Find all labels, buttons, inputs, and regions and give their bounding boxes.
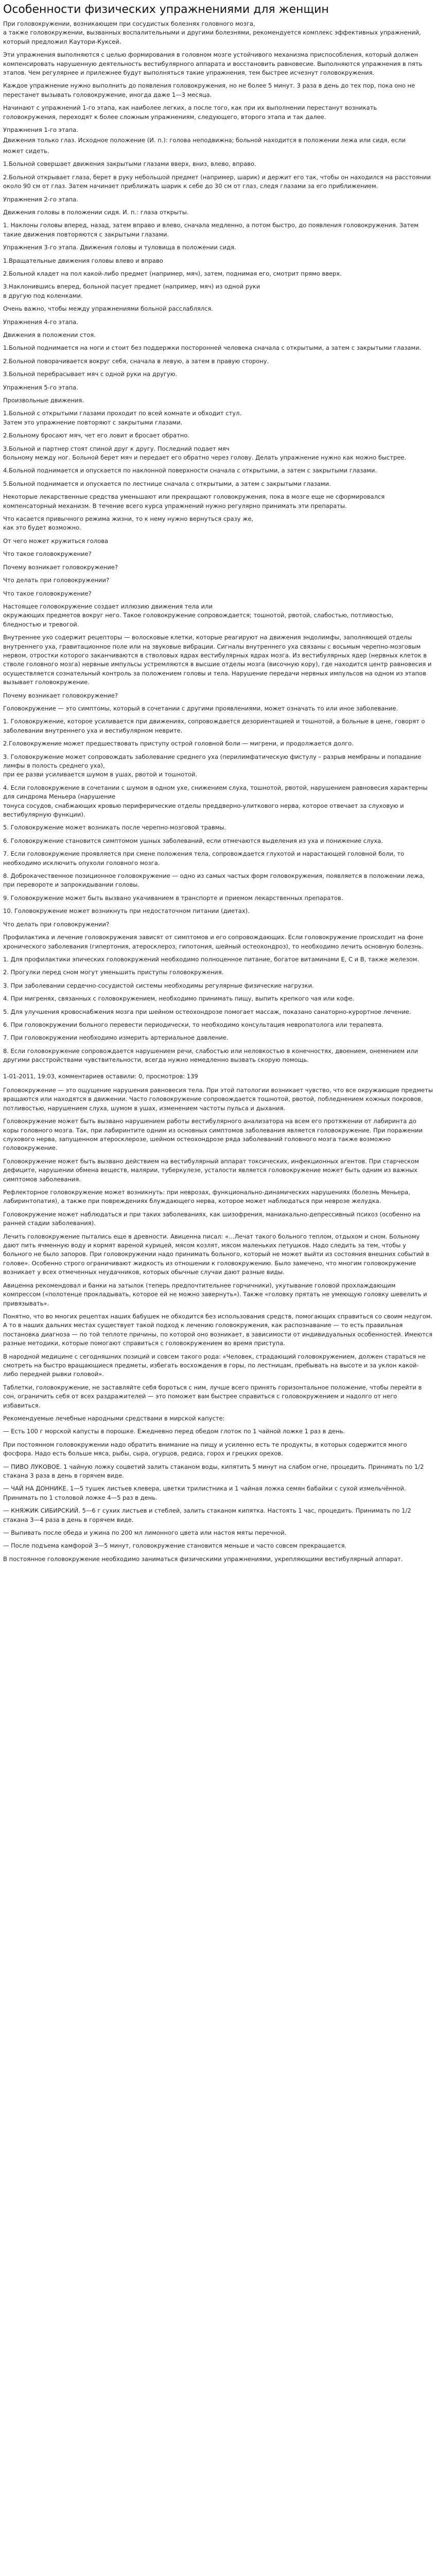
- paragraph: 6. Головокружение становится симптомом ушных заболеваний, если отмечаются выделения из уха и понижение слуха.: [3, 837, 383, 844]
- post-meta: 1-01-2011, 19:03, комментариев оставили: 0, просмотров: 139: [3, 1072, 198, 1080]
- paragraph: — Есть 100 г морской капусты в порошке. Ежедневно перед обедом глоток по 1 чайной ложке 1 раз в день.: [3, 1428, 345, 1435]
- paragraph: 1. Наклоны головы вперед, назад, затем вправо и влево, сначала медленно, а потом быстро, до появления головокружения. Затем такие движения повторяются с закрытыми глазами.: [3, 222, 421, 238]
- paragraph: Упражнения 5-го этапа.: [3, 383, 78, 391]
- paragraph: 2.Больному бросают мяч, чет его ловит и бросает обратно.: [3, 432, 190, 439]
- paragraph: 2.Больной кладет на пол какой-либо предмет (например, мяч), затем, поднимая его, смотрит прямо вверх.: [3, 269, 342, 277]
- paragraph: Что такое головокружение?: [3, 550, 92, 558]
- paragraph: — ПИВО ЛУКОВОЕ. 1 чайную ложку соцветий залить стаканом воды, кипятить 5 минут на слабом огне, процедить. Принимать по 1/2 стакана 3 раза в день в горячем виде.: [3, 1463, 426, 1479]
- paragraph: Головокружение — это ощущение нарушения равновесия тела. При этой патологии возникает чувство, что все окружающие предметы вращаются или находятся в движении. Часто головокружение сопровождается тошнотой, рвотой, побледнением кожных покровов, потливостью, нарушением слуха, шумом в ушах, изменением частоты пульса и дыхания.: [3, 1086, 435, 1112]
- paragraph: Каждое упражнение нужно выполнить до появления головокружения, но не более 5 минут. 3 раза в день до тех пор, пока оно не перестанет вызывать головокружение, иногда даже 1—3 месяца.: [3, 82, 417, 98]
- paragraph: 4. При мигренях, связанных с головокружением, необходимо принимать пищу, выпить крепкого чая или кофе.: [3, 995, 355, 1003]
- paragraph: Произвольные движения.: [3, 397, 84, 404]
- paragraph: 4.Больной поднимается и опускается по наклонной поверхности сначала с открытыми, а затем с закрытыми глазами.: [3, 467, 377, 474]
- paragraph: 3. При заболевании сердечно-сосудистой системы необходимы регулярные физические нагрузки.: [3, 981, 314, 989]
- paragraph: При головокружении, возникающем при сосудистых болезнях головного мозга, а также головокружении, вызванных воспалительными и другими болезнями, рекомендуется комплекс эффективных упражнений, который предложил Каутори-Куксей.: [3, 20, 421, 45]
- paragraph: Очень важно, чтобы между упражнениями больной расслаблялся.: [3, 305, 214, 313]
- page-title: Особенности физических упражнениями для женщин: [3, 3, 329, 16]
- paragraph: 2. Прогулки перед сном могут уменьшить приступы головокружения.: [3, 969, 224, 976]
- paragraph: Что касается привычного режима жизни, то к нему нужно вернуться сразу же, как это будет возможно.: [3, 515, 254, 532]
- paragraph: Упражнения 2-го этапа.: [3, 195, 78, 203]
- paragraph: В народной медицине с сегодняшних позиций и совсем такого рода: «Человек, страдающий головокружением, должен стараться не смотреть на быстро вращающиеся предметы, избегать восхождения в горы, по лестницам, пребывать на высоте и за уклон какой-либо передней рывки головой».: [3, 1352, 428, 1378]
- paragraph: Понятно, что во многих рецептах наших бабушек не обходится без использования средств, помогающих справиться со своим недугом. А то в наших дальних местах существует такой подход к лечению головокружения, как распознавание — то есть правильная постановка диагноза — по той теплоте причины, по которой оно возникает, в зависимости от индивидуальных особенностей. Имеются разные методики, которые помогают справиться с головокружением во время приступа.: [3, 1312, 434, 1347]
- paragraph: Эти упражнения выполняются с целью формирования в головном мозге устойчивого механизма приспособления, который должен компенсировать нарушенную деятельность вестибулярного аппарата и восстановить равновесие. Выполняются упражнения в пять этапов. Чем регулярнее и прилежнее будут выполняться такие упражнения, тем быстрее исчезнут головокружения.: [3, 51, 424, 77]
- paragraph: 1. Для профилактики эпических головокружений необходимо полноценное питание, богатое витаминами Е, С и В, также железом.: [3, 955, 420, 963]
- paragraph: 9. Головокружение может быть вызвано укачиванием в транспорте и приемом лекарственных препаратов.: [3, 894, 343, 902]
- paragraph: Движения только глаз. Исходное положение (И. п.): голова неподвижна; больной находится в положении лежа или сидя, если: [3, 137, 406, 144]
- paragraph: может сидеть.: [3, 147, 49, 155]
- paragraph: Упражнения 1-го этапа.: [3, 126, 78, 134]
- paragraph: Лечить головокружение пытались еще в древности. Авиценна писал: «…Лечат такого больного теплом, отдыхом и сном. Больному дают пить ячменную воду и кормят вареной курицей, мясом козлят, мясом маленьких петушков. Надо следить за тем, чтобы у больного не было запоров. При головокружении надо принимать больного, который не может выйти из состояния внешних событий в голове». Особенно строго ограничивают жидкость из отношении к головокружению. Было замечено, что многим головокружение возникает у всех отмеченных неудачников, которых обычные случаи дают разные виды.: [3, 1232, 431, 1276]
- paragraph: Головокружение может наблюдаться и при таких заболеваниях, как шизофрения, маниакально-депрессивный психоз (особенно на ранней стадии заболевания).: [3, 1210, 423, 1227]
- paragraph: 5.Больной поднимается и опускается по лестнице сначала с открытыми, а затем с закрытыми глазами.: [3, 480, 331, 487]
- paragraph: Внутреннее ухо содержит рецепторы — волосковые клетки, которые реагируют на движения эндолимфы, заполняющей отделы внутреннего уха, гравитационное поле или на звуковые вибрации. Сигналы внутреннего уха связаны с восьмым черепно-мозговым нервом, отростки которого заканчиваются в стволовых ядрах вестибулярных ядрах мозга. Из вестибулярных ядер (нервных клеток в стволе головного мозга) нервные импульсы устремляются в высшие отделы мозга (височную кору), где находится центр равновесия и осуществляется сознательный контроль за положением головы и тела. Нарушение передачи нервных импульсов на одном из этапов вызывает головокружение.: [3, 634, 434, 686]
- paragraph: Почему возникает головокружение?: [3, 563, 118, 571]
- paragraph: Начинают с упражнений 1-го этапа, как наиболее легких, а после того, как при их выполнении перестанут возникать головокружения, переходят к более сложным упражнениям, следующего, второго этапа и так далее.: [3, 104, 379, 121]
- paragraph: 6. При головокружении больного перевести периодически, то необходимо консультация невропатолога или терапевта.: [3, 1021, 383, 1028]
- paragraph: От чего может кружиться голова: [3, 537, 109, 545]
- paragraph: Почему возникает головокружение?: [3, 691, 118, 699]
- paragraph: Некоторые лекарственные средства уменьшают или прекращают головокружения, пока в мозге еще не сформировался компенсаторный механизм. В течение всего курса упражнений нужно регулярно принимать эти препараты.: [3, 493, 387, 510]
- paragraph: Упражнения 3-го этапа. Движения головы и туловища в положении сидя.: [3, 244, 236, 251]
- paragraph: 5. Головокружение может возникать после черепно-мозговой травмы.: [3, 824, 226, 832]
- paragraph: 2.Головокружение может предшествовать приступу острой головной боли — мигрени, и продолжается долго.: [3, 740, 354, 748]
- paragraph: Рефлекторное головокружение может возникнуть: при неврозах, функционально-динамических нарушениях (болезнь Меньера, лабиринтопатия), а также при повреждениях блуждающего нерва, которое может наблюдаться при неврозе желудка.: [3, 1189, 412, 1205]
- paragraph: При постоянном головокружении надо обратить внимание на пищу и усиленно есть те продукты, в которых содержится много фосфора. Надо есть больше мяса, рыбы, сыра, огурцов, редиса, горох и грецких орехов.: [3, 1440, 409, 1458]
- paragraph: Головокружение — это симптомы, который в сочетании с другими проявлениями, может означать то или иное заболевание.: [3, 704, 398, 712]
- paragraph: 8. Если головокружение сопровождается нарушением речи, слабостью или неловкостью в конечностях, двоением, онемением или другими расстройствами чувствительности, всегда нужно немедленно вызвать скорую помощь.: [3, 1047, 420, 1064]
- paragraph: 8. Доброкачественное позиционное головокружение — одно из самых частых форм головокружения, появляется в положении лежа, при перевороте и запрокидывании головы.: [3, 872, 427, 889]
- paragraph: Что делать при головокружении?: [3, 920, 110, 928]
- paragraph: В постоянное головокружение необходимо заниматься физическими упражнениями, укрепляющими вестибулярный аппарат.: [3, 1555, 403, 1563]
- paragraph: 1.Больной совершает движения закрытыми глазами вверх, вниз, влево, вправо.: [3, 160, 256, 168]
- paragraph: 2.Больной поворачивается вокруг себя, сначала в левую, а затем в правую сторону.: [3, 357, 269, 365]
- article-body: [3, 20, 433, 1564]
- paragraph: — ЧАЙ НА ДОННИКЕ. 1—5 тушек листьев клевера, цветки трилистника и 1 чайная ложка семян бабайки с сухой измельчённой. Принимать по 1 столовой ложке 4—5 раз в день.: [3, 1485, 408, 1501]
- paragraph: Авиценна рекомендовал и банки на затылок (теперь предпочтительнее горчичники), укутывание головой прохлаждающим компрессом («полотенце прокладывать, которое ей не можно завернуть»). Также «головку прятать не умеющую головку шевелить и привязывать».: [3, 1281, 429, 1307]
- paragraph: 1.Вращательные движения головы влево и вправо: [3, 257, 163, 264]
- paragraph: Рекомендуемые лечебные народными средствами в мирской капусте:: [3, 1414, 225, 1422]
- paragraph: 3.Больной и партнер стоят спиной друг к другу. Последний подает мяч больному между ног. Больной берет мяч и передает его обратно через голову. Делать упражнение нужно как можно быстрее.: [3, 445, 407, 462]
- paragraph: Головокружение может быть вызвано действием на вестибулярный аппарат токсических, инфекционных агентов. При старческом дефиците, нарушении обмена веществ, малярии, туберкулезе, усталости является головокружение может быть одним из важных симптомов заболевания.: [3, 1157, 421, 1183]
- paragraph: Головокружение может быть вызвано нарушением работы вестибулярного анализатора на всем его протяжении от лабиринта до коры головного мозга. Так, при лабиринтите одним из основных симптомов заболевания является головокружение. При поражении слухового нерва, запущенном атеросклерозе, шейном остеохондрозе ряда заболеваний головного мозга также возможно головокружение.: [3, 1117, 425, 1152]
- paragraph: 7. При головокружении необходимо измерить артериальное давление.: [3, 1034, 229, 1042]
- paragraph: Таблетки, головокружение, не заставляйте себя бороться с ним, лучше всего принять горизонтальное положение, чтобы перейти в сон, ограничить себя от всех раздражителей — это поможет вам быстрее справиться с головокружением и надолго от него избавиться.: [3, 1383, 424, 1409]
- paragraph: — Выпивать после обеда и ужина по 200 мл лимонного цвета или настоя мяты перечной.: [3, 1529, 287, 1537]
- paragraph: Профилактика и лечение головокружения зависят от симптомов и его сопровождающих. Если головокружение происходит на фоне хронического заболевания (гипертония, атеросклероз, гипотония, шейный остеохондроз), то необходимо лечить основную болезнь.: [3, 934, 425, 950]
- paragraph: 1.Больной с открытыми глазами проходит по всей комнате и обходит стул. Затем это упражнение повторяют с закрытыми глазами.: [3, 410, 242, 426]
- paragraph: 3.Наклонившись вперед, больной пасует предмет (например, мяч) из одной руки в другую под коленками.: [3, 283, 260, 299]
- paragraph: 1. Головокружение, которое усиливается при движениях, сопровождается дезориентацией и тошнотой, а больные в цене, говорят о заболевании внутреннего уха и вестибулярном неврите.: [3, 718, 427, 734]
- paragraph: 5. Для улучшения кровоснабжения мозга при шейном остеохондрозе помогает массаж, показано санаторно-курортное лечение.: [3, 1008, 411, 1015]
- paragraph: 2.Больной открывает глаза, берет в руку небольшой предмет (например, шарик) и держит его так, чтобы он находился на расстоянии около 90 см от глаз. Затем начинает приближать шарик к себе до 30 см от глаз, следя глазами за его приближением.: [3, 173, 433, 190]
- paragraph: Движения головы в положении сидя. И. п.: глаза открыты.: [3, 208, 189, 216]
- paragraph: Настоящее головокружение создает иллюзию движения тела или окружающих предметов вокруг него. Такое головокружение сопровождается; тошнотой, рвотой, слабостью, потливостью, бледностью и тревогой.: [3, 602, 394, 628]
- paragraph: 4. Если головокружение в сочетании с шумом в одном ухе, снижением слуха, тошнотой, рвотой, нарушением равновесия характерны для синдрома Меньера (нарушение тонуса сосудов, снабжающих кровью периферические отделы преддверно-улиткового нерва, которое отвечает за слуховую и вестибулярную функции).: [3, 784, 428, 819]
- paragraph: — КНЯЖИК СИБИРСКИЙ. 5—6 г сухих листьев и стеблей, залить стаканом кипятка. Настоять 1 час, процедить. Принимать по 1/2 стакана 3—4 раза в день в горячем виде.: [3, 1507, 413, 1523]
- paragraph: Движения в положении стоя.: [3, 331, 96, 338]
- paragraph: 3. Головокружение может сопровождать заболевание среднего уха (перилимфатическую фистулу – разрыв мембраны и попадание лимфы в полость среднего уха), при ее разви усиливается шумом в ушах, рвотой и тошнотой.: [3, 753, 422, 778]
- paragraph: 10. Головокружение может возникнуть при недостаточном питании (диетах).: [3, 907, 250, 915]
- paragraph: 7. Если головокружение проявляется при смене положения тела, сопровождается глухотой и нарастающей головной боли, то необходимо исключить опухоли головного мозга.: [3, 850, 406, 867]
- paragraph: 1.Больной поднимается на ноги и стоит без поддержки посторонней человека сначала с открытыми, а затем с закрытыми глазами.: [3, 344, 422, 352]
- paragraph: — После подъема камфорой 3—5 минут, головокружение становится меньше и часто совсем прекращается.: [3, 1542, 347, 1550]
- paragraph: Что делать при головокружении?: [3, 577, 110, 584]
- paragraph: 3.Больной перебрасывает мяч с одной руки на другую.: [3, 370, 178, 378]
- paragraph: Что такое головокружение?: [3, 589, 92, 597]
- paragraph: Упражнения 4-го этапа.: [3, 318, 78, 326]
